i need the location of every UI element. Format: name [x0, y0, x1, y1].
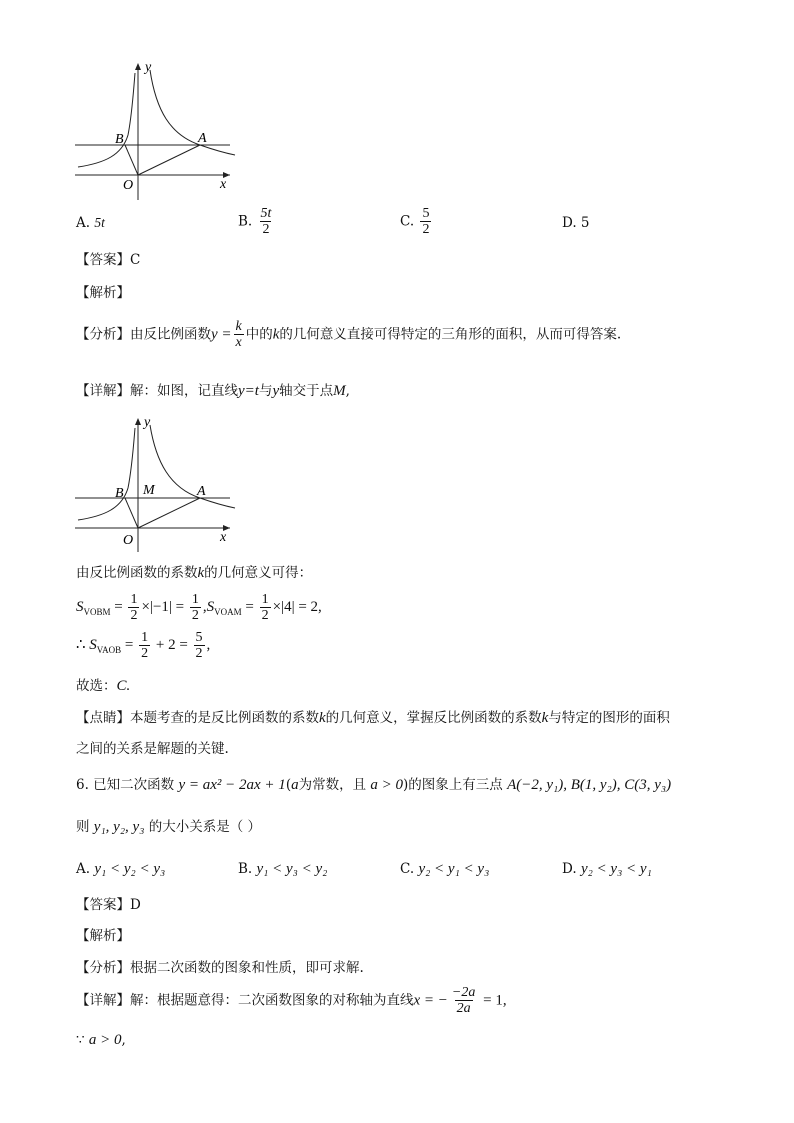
- jiexi-q5: 【解析】: [76, 285, 130, 301]
- option-d: D. 5: [562, 215, 590, 231]
- area-calc-2: ∴ $S_{VAOB}$ = $\frac{1}{2}$ + 2 = $\frac{5}{2}$ ,: [76, 630, 211, 661]
- y-axis-label: y: [145, 60, 152, 75]
- jiexi-q6: 【解析】: [76, 928, 130, 944]
- point-b-label: B: [115, 486, 124, 501]
- hyperbola-figure-2: [70, 410, 240, 555]
- comment-q5-line2: 之间的关系是解题的关键.: [76, 741, 229, 757]
- y-axis-label: y: [144, 415, 151, 430]
- option-b: B. $\frac{5t}{2}$: [238, 206, 272, 237]
- area-calc-1: $S_{VOBM}$ = $\frac{1}{2}$ ×|−1| = $\frac{1}{2}$ $,S_{VOAM}$ = $\frac{1}{2}$ ×|4| = 2,: [76, 592, 322, 623]
- detail-q6: 【详解】解：根据题意得：二次函数图象的对称轴为直线x = − $\frac{-2a}{2a}$ = 1,: [76, 985, 507, 1016]
- point-m-label: M: [143, 483, 155, 498]
- hyperbola-figure-1: [70, 55, 240, 205]
- x-axis-label: x: [220, 177, 227, 192]
- answer-q6: 【答案】D: [76, 897, 141, 913]
- since-line: ∵ a > 0,: [76, 1032, 126, 1048]
- analysis-q6: 【分析】根据二次函数的图象和性质，即可求解.: [76, 960, 364, 976]
- q6-option-c: C. y₂ < y₁ < y₃: [400, 861, 490, 877]
- choose-q5: 故选：C.: [76, 678, 131, 694]
- q6-option-d: D. y₂ < y₃ < y₁: [562, 861, 652, 877]
- geometric-meaning-line: 由反比例函数的系数k的几何意义可得：: [76, 565, 313, 581]
- q6-option-a: A. y₁ < y₂ < y₃: [76, 861, 166, 877]
- point-a-label: A: [198, 131, 207, 146]
- detail-q5: 【详解】解：如图，记直线y=t与y轴交于点M,: [76, 383, 350, 399]
- comment-q5-line1: 【点睛】本题考查的是反比例函数的系数k的几何意义，掌握反比例函数的系数k与特定的图形的面积: [76, 710, 670, 726]
- q6-option-b: B. y₁ < y₃ < y₂: [238, 861, 328, 877]
- point-b-label: B: [115, 132, 124, 147]
- point-a-label: A: [197, 484, 206, 499]
- q6-stem-line1: 6. 已知二次函数 y = ax² − 2ax + 1(a为常数，且 a > 0)的图象上有三点 A(−2, y₁), B(1, y₂), C(3, y₃): [76, 777, 672, 793]
- option-c: C. $\frac{5}{2}$: [400, 206, 430, 237]
- analysis-q5: 【分析】由反比例函数y = $\frac{k}{x}$ 中的k的几何意义直接可得特定的三角形的面积，从而可得答案.: [76, 319, 622, 350]
- option-a: A. 5t: [76, 215, 105, 231]
- origin-label: O: [123, 178, 134, 193]
- origin-label: O: [123, 533, 134, 548]
- answer-q5: 【答案】C: [76, 252, 141, 268]
- q6-stem-line2: 则 y₁, y₂, y₃ 的大小关系是（ ）: [76, 819, 262, 835]
- x-axis-label: x: [220, 530, 227, 545]
